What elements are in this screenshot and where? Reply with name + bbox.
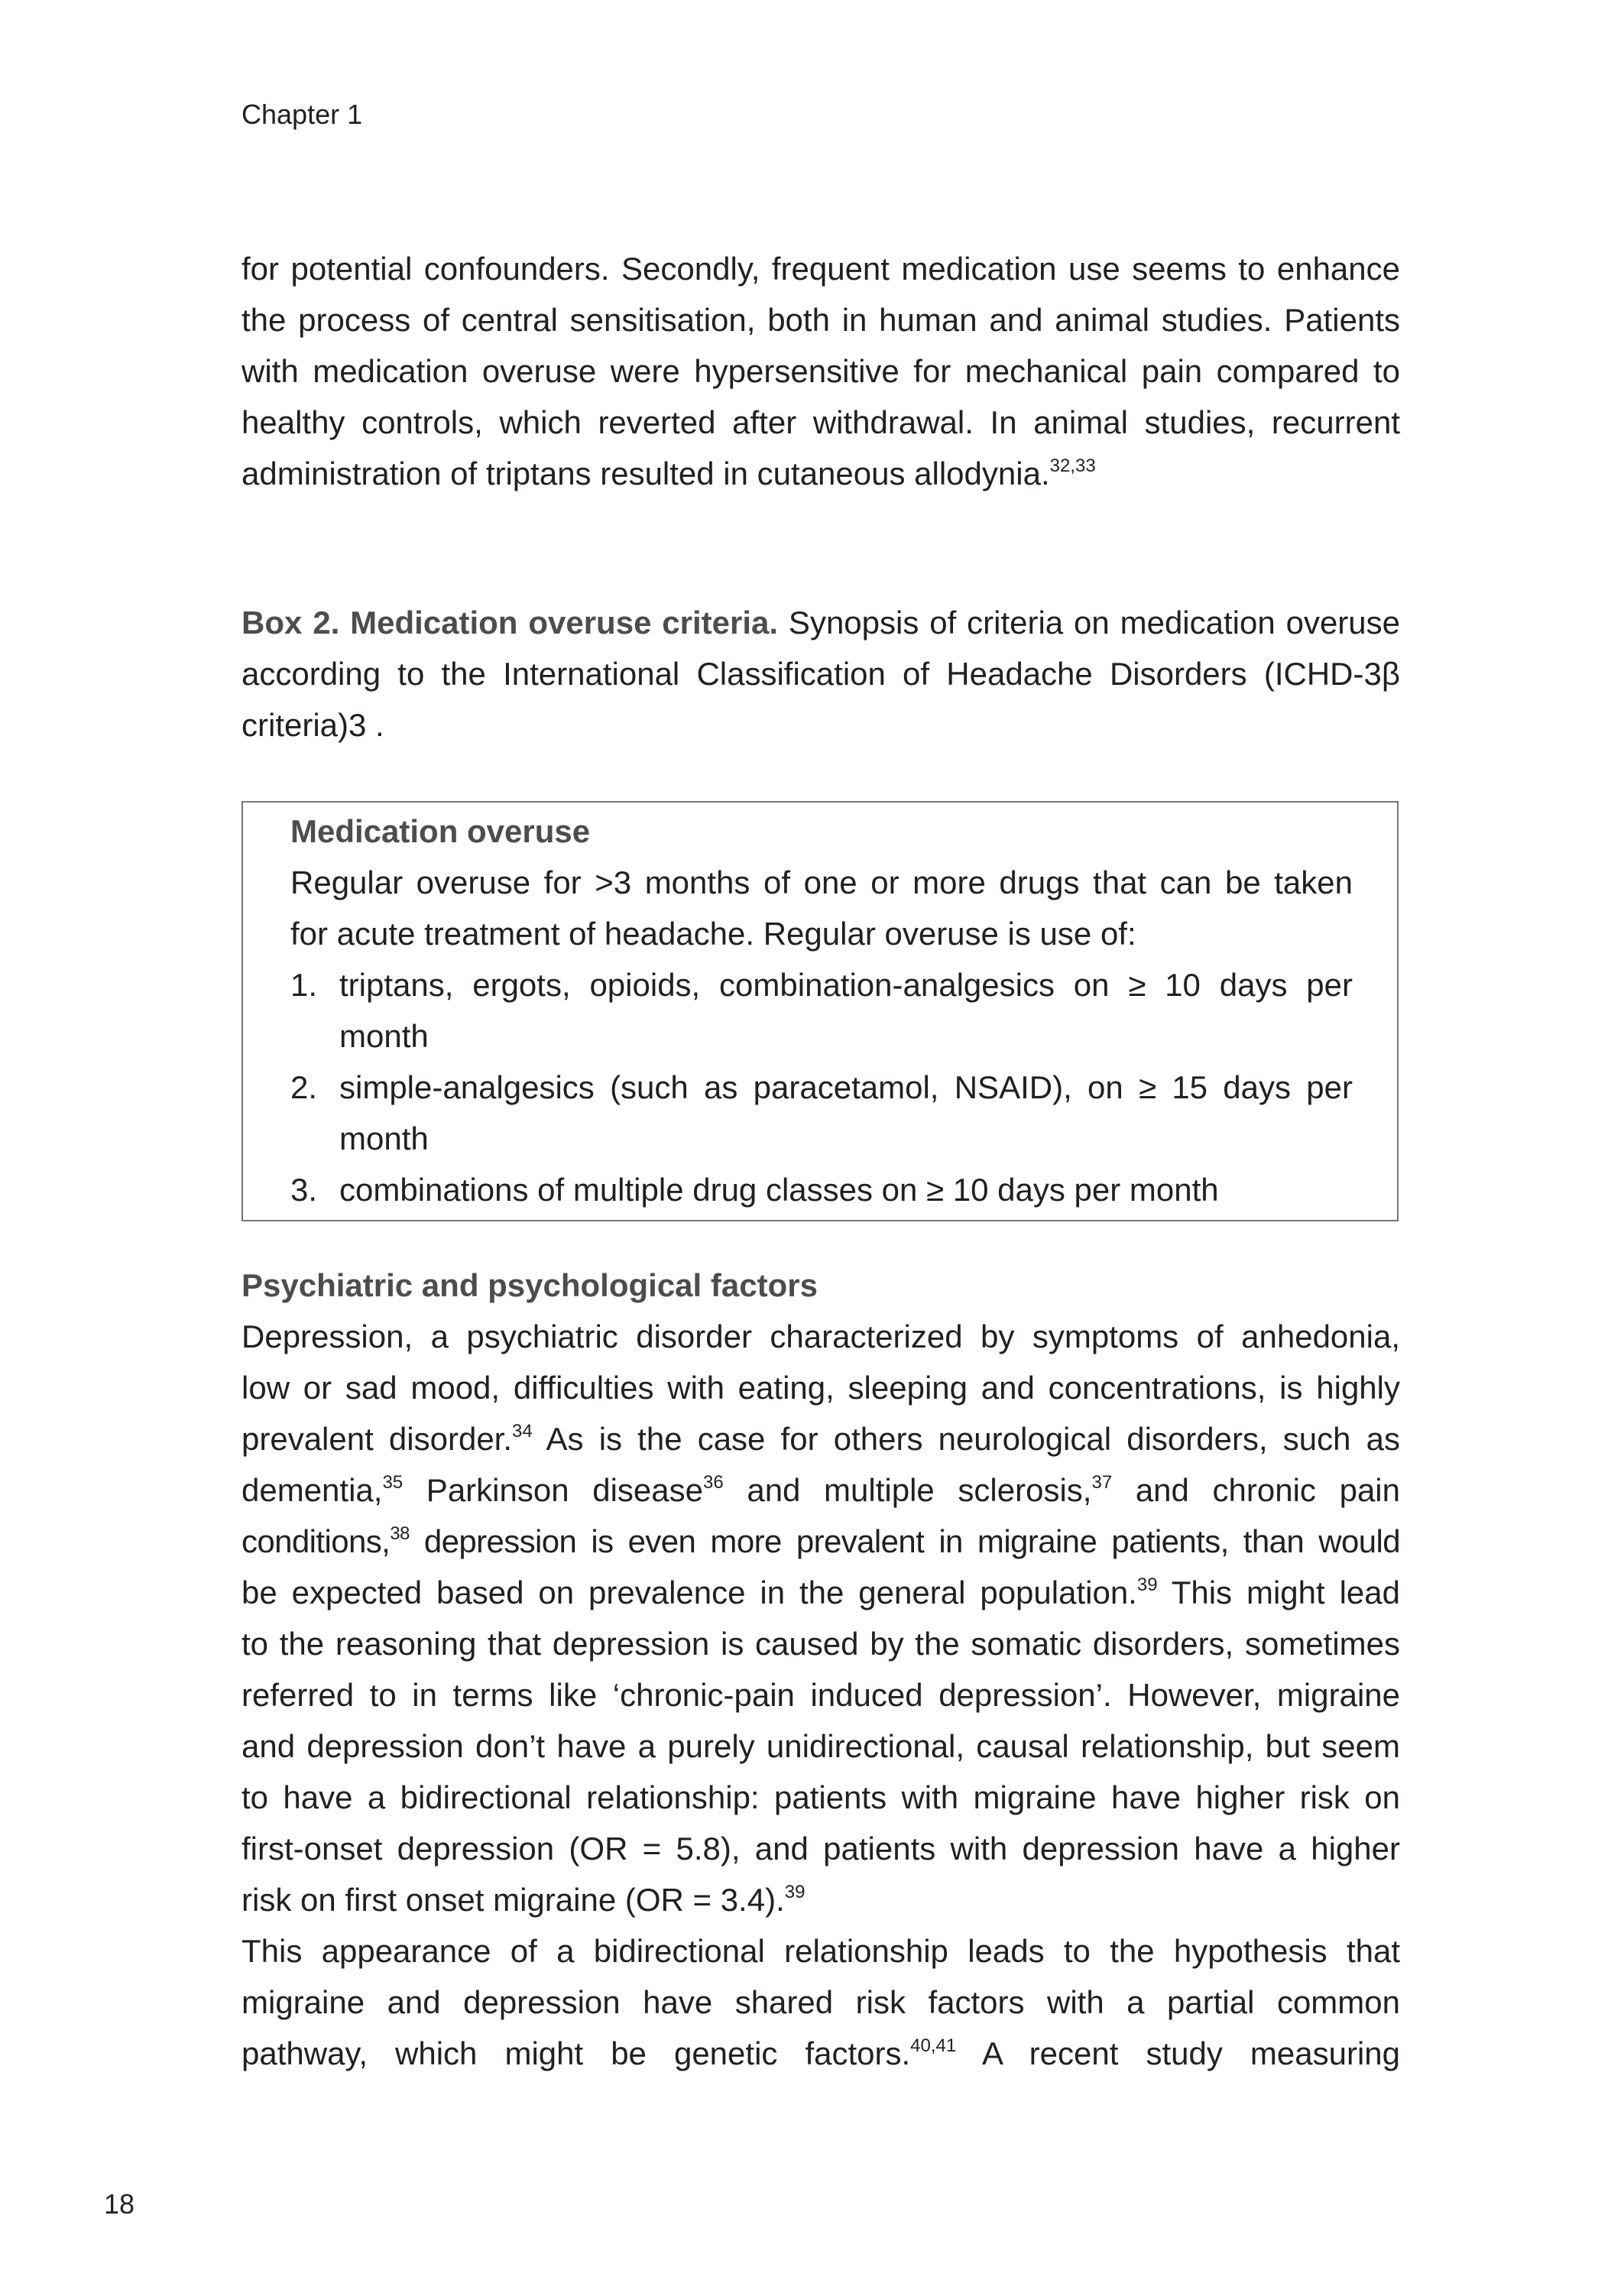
running-header: Chapter 1 [241, 99, 363, 130]
text-fragment: This might lead [1157, 1575, 1400, 1610]
text-fragment: prevalent disorder. [241, 1421, 513, 1457]
text-fragment: dementia, [241, 1472, 383, 1508]
text-line: triptans, ergots, opioids, combination-analgesics on ≥ 10 days per [339, 967, 1353, 1003]
citation-ref: 38 [390, 1523, 410, 1544]
text-line: with medication overuse were hypersensitive for mechanical pain compared to [241, 353, 1400, 389]
citation-ref: 32,33 [1049, 456, 1096, 476]
text-fragment: administration of triptans resulted in cutaneous allodynia. [241, 456, 1050, 491]
text-line [241, 448, 1400, 499]
citation-ref: 34 [512, 1421, 533, 1442]
text-fragment: conditions, [241, 1523, 391, 1559]
text-line: the process of central sensitisation, both in human and animal studies. Patients [241, 302, 1400, 338]
text-line: for acute treatment of headache. Regular overuse is use of: [290, 916, 1136, 952]
text-line: month [339, 1018, 429, 1054]
list-number: 2. [290, 1069, 318, 1105]
medication-overuse-box [241, 801, 1399, 1221]
text-fragment: depression is even more prevalent in migraine patients, than would [409, 1523, 1400, 1559]
text-line: migraine and depression have shared risk factors with a partial common [241, 1984, 1400, 2020]
citation-ref: 39 [1136, 1575, 1158, 1595]
text-line [241, 1464, 1400, 1516]
text-line: This appearance of a bidirectional relationship leads to the hypothesis that [241, 1933, 1400, 1969]
text-fragment: and multiple sclerosis, [723, 1472, 1092, 1508]
text-line [241, 597, 1400, 648]
text-line: first-onset depression (OR = 5.8), and patients with depression have a higher [241, 1831, 1400, 1867]
page-number: 18 [104, 2188, 135, 2220]
section-psychiatric [241, 1260, 1400, 2079]
text-line [241, 1413, 1400, 1464]
text-line: referred to in terms like ‘chronic-pain induced depression’. However, migraine [241, 1677, 1400, 1713]
list-item [290, 959, 1353, 1062]
list-number: 3. [290, 1172, 318, 1208]
text-line: to have a bidirectional relationship: patients with migraine have higher risk on [241, 1779, 1400, 1815]
text-line: to the reasoning that depression is caused by the somatic disorders, sometimes [241, 1626, 1400, 1662]
text-line [241, 1874, 1400, 1925]
text-fragment: Parkinson disease [403, 1472, 703, 1508]
text-line: month [339, 1121, 429, 1156]
paragraph-confounders [241, 243, 1400, 499]
box-content [290, 803, 1353, 1215]
text-fragment: risk on first onset migraine (OR = 3.4). [241, 1882, 785, 1918]
text-line: and depression don’t have a purely unidirectional, causal relationship, but seem [241, 1728, 1400, 1764]
citation-ref: 37 [1091, 1472, 1113, 1493]
text-fragment: Synopsis of criteria on medication overuse [778, 605, 1400, 641]
text-line [241, 1567, 1400, 1618]
text-fragment: As is the case for others neurological disorders, such as [532, 1421, 1400, 1457]
list-item [290, 1062, 1353, 1164]
list-number: 1. [290, 967, 318, 1003]
citation-ref: 40,41 [910, 2035, 957, 2056]
citation-ref: 36 [702, 1472, 724, 1493]
text-line: simple-analgesics (such as paracetamol, NSAID), on ≥ 15 days per [339, 1069, 1353, 1105]
text-line: Depression, a psychiatric disorder characterized by symptoms of anhedonia, [241, 1318, 1400, 1354]
text-line: Regular overuse for >3 months of one or more drugs that can be taken [290, 864, 1353, 900]
text-line: combinations of multiple drug classes on ≥ 10 days per month [339, 1172, 1219, 1208]
text-line [241, 1516, 1400, 1567]
box2-caption [241, 597, 1400, 751]
text-line [241, 2028, 1400, 2079]
text-fragment: and chronic pain [1112, 1472, 1400, 1508]
list-item [290, 1164, 1353, 1215]
text-line: criteria)3 . [241, 707, 384, 743]
text-line: according to the International Classification of Headache Disorders (ICHD-3β [241, 656, 1400, 692]
box2-caption-title: Box 2. Medication overuse criteria. [241, 605, 779, 641]
text-fragment: be expected based on prevalence in the general population. [241, 1575, 1137, 1610]
citation-ref: 39 [784, 1882, 806, 1902]
text-fragment: A recent study measuring [956, 2035, 1400, 2071]
text-line: healthy controls, which reverted after withdrawal. In animal studies, recurrent [241, 404, 1400, 440]
box-title: Medication overuse [290, 813, 591, 849]
text-fragment: pathway, which might be genetic factors. [241, 2035, 911, 2071]
section-heading: Psychiatric and psychological factors [241, 1267, 818, 1303]
citation-ref: 35 [382, 1472, 404, 1493]
text-line: low or sad mood, difficulties with eating, sleeping and concentrations, is highly [241, 1370, 1400, 1406]
text-line: for potential confounders. Secondly, frequent medication use seems to enhance [241, 251, 1400, 287]
